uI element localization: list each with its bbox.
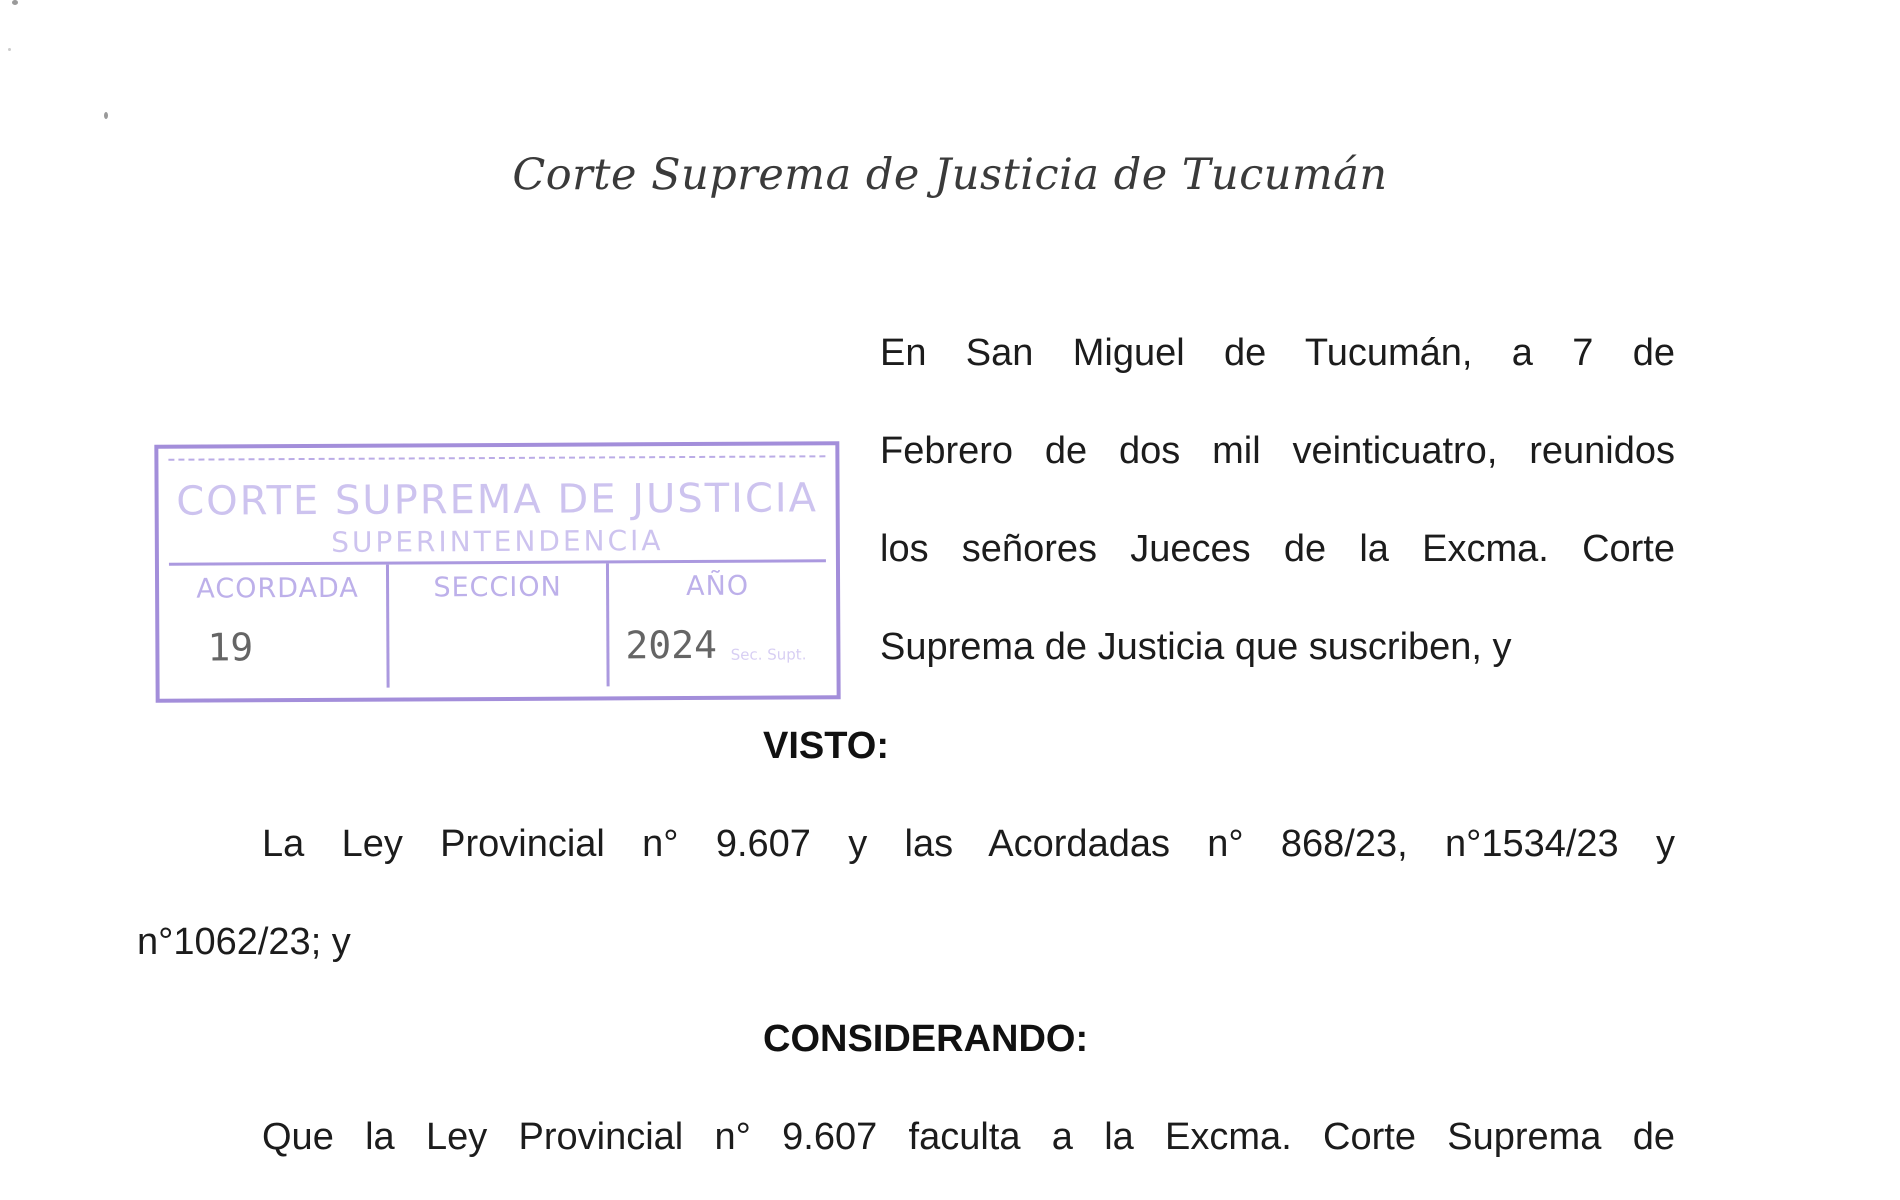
- stamp-label-acordada: ACORDADA: [196, 572, 359, 605]
- stamp-cell-anio: [609, 562, 827, 686]
- intro-line-2: Febrero de dos mil veinticuatro, reunidos: [880, 430, 1675, 472]
- letterhead-title: Corte Suprema de Justicia de Tucumán: [512, 150, 1388, 200]
- stamp-label-seccion: SECCION: [433, 571, 562, 604]
- stamp-title: CORTE SUPREMA DE JUSTICIA: [176, 475, 819, 525]
- acordada-stamp: [154, 441, 840, 703]
- stamp-subtitle: SUPERINTENDENCIA: [331, 524, 664, 559]
- intro-line-3: los señores Jueces de la Excma. Corte: [880, 528, 1675, 570]
- visto-line-2: n°1062/23; y: [137, 921, 351, 963]
- intro-line-4: Suprema de Justicia que suscriben, y: [880, 626, 1512, 668]
- stamp-cell-acordada: [169, 565, 390, 689]
- stamp-header-area: [168, 455, 826, 562]
- visto-heading: VISTO:: [763, 725, 889, 767]
- considerando-heading: CONSIDERANDO:: [763, 1018, 1089, 1060]
- stamp-value-anio: 2024: [625, 622, 718, 668]
- stamp-label-anio: AÑO: [686, 570, 750, 603]
- scan-speck: [8, 48, 11, 51]
- intro-line-1: En San Miguel de Tucumán, a 7 de: [880, 332, 1675, 374]
- considerando-line-1: Que la Ley Provincial n° 9.607 faculta a la Excma. Corte Suprema de: [262, 1116, 1675, 1158]
- scan-speck: [104, 112, 108, 119]
- stamp-faint-mark: Sec. Supt.: [730, 645, 807, 664]
- stamp-grid: [169, 559, 827, 688]
- stamp-cell-seccion: [389, 563, 610, 687]
- stamp-value-acordada: 19: [207, 625, 254, 670]
- scan-speck: [12, 0, 18, 5]
- visto-line-1: La Ley Provincial n° 9.607 y las Acordadas n° 868/23, n°1534/23 y: [262, 823, 1675, 865]
